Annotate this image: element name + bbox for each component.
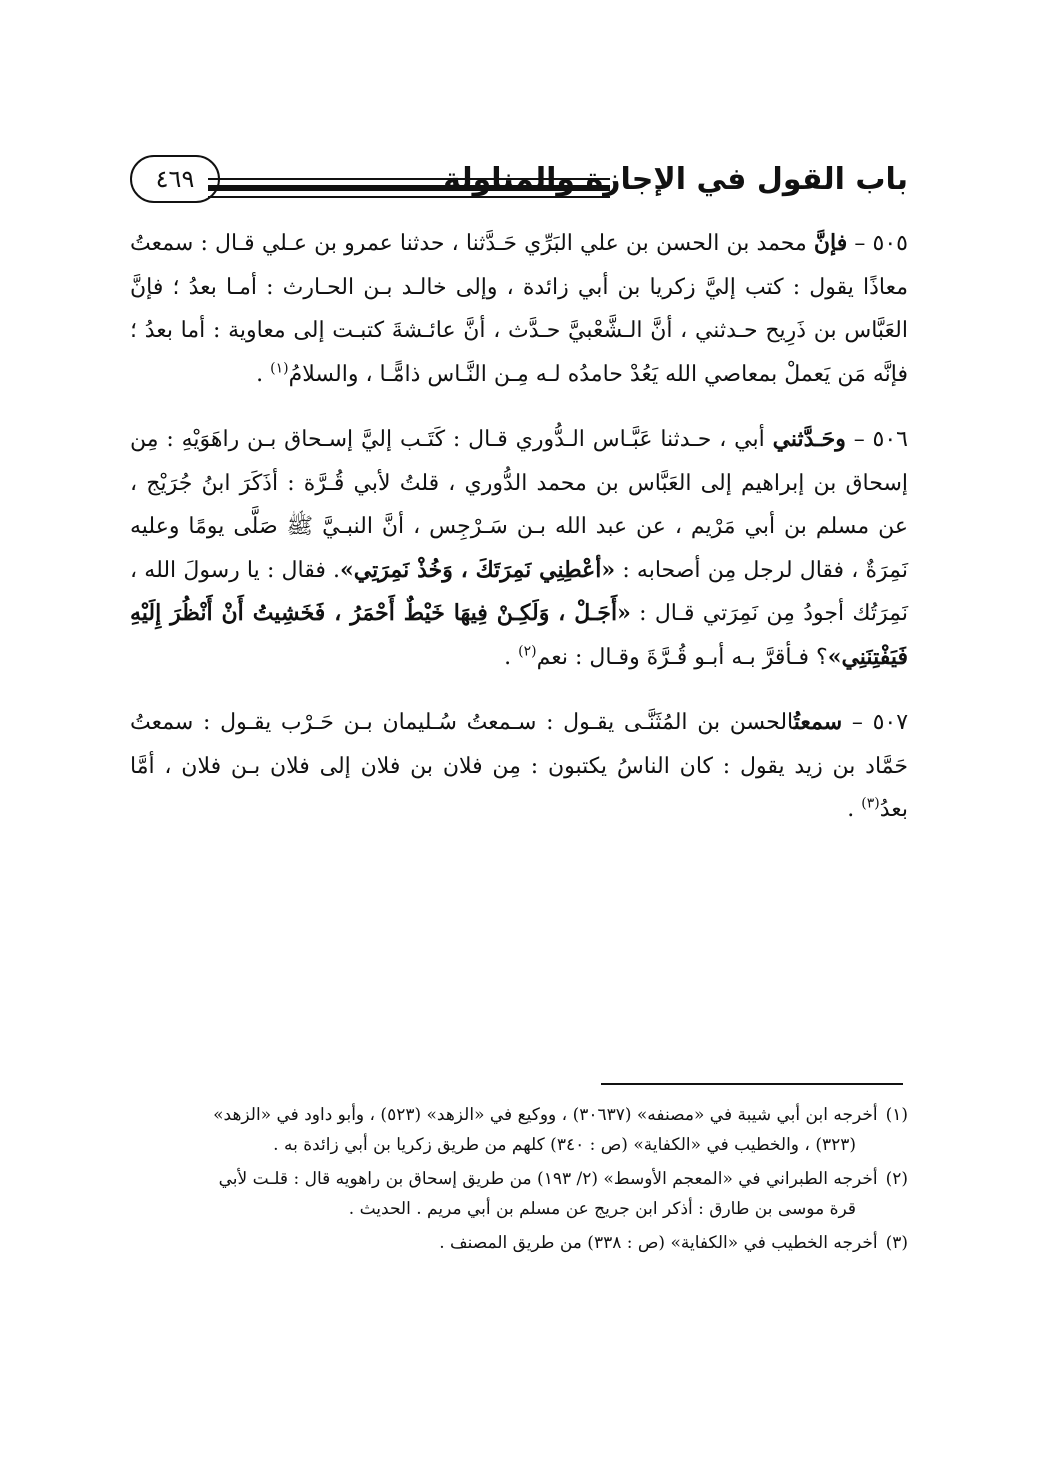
footnote-line bbox=[130, 1228, 908, 1258]
footnote-2 bbox=[130, 1164, 908, 1224]
main-text bbox=[130, 222, 908, 832]
footnote-text: أخرجه ابن أبي شيبة في «مصنفه» (٣٠٦٣٧) ، ووكيع في «الزهد» (٥٢٣) ، وأبو داود في «الزهد» bbox=[213, 1105, 878, 1125]
footnote-ref[interactable]: (٣) bbox=[861, 795, 880, 812]
footnotes bbox=[130, 1100, 908, 1262]
hadith-lead-word: فإنَّ bbox=[813, 230, 848, 256]
footnote-line bbox=[130, 1100, 908, 1130]
prophetic-quote: «أعْطِنِي نَمِرَتَكَ ، وَخُذْ نَمِرَتِي» bbox=[340, 556, 616, 583]
footnote-number: (١) bbox=[885, 1105, 908, 1125]
hadith-lead-word: سمعتُ bbox=[793, 709, 843, 735]
footnote-1 bbox=[130, 1100, 908, 1160]
hadith-end: . bbox=[504, 644, 519, 670]
hadith-number: ٥٠٥ – bbox=[854, 231, 908, 256]
hadith-end: . bbox=[256, 361, 271, 387]
chapter-title: باب القول في الإجازة والمناولة bbox=[443, 162, 908, 197]
header-rule-bottom bbox=[208, 196, 610, 198]
footnote-text: أخرجه الطبراني في «المعجم الأوسط» (٢/ ١٩٣) من طريق إسحاق بن راهويه قال : قلـت لأبي bbox=[218, 1169, 878, 1189]
hadith-text: الحسن بن المُثَنَّـى يقـول : سـمعتُ سُـليمان بـن حَـرْب يقـول : سمعتُ حَمَّاد بن زيد يقول : كان الناسُ يكتبون : مِن فلان بن فلان إلى فلان بـن فلان ، أمَّا بعدُ bbox=[130, 710, 908, 822]
header-rule-top bbox=[208, 178, 610, 180]
hadith-lead-word: وحَـدَّثني bbox=[772, 426, 846, 452]
hadith-text: . فقال : يا رسولَ الله ، نَمِرَتُك أجودُ مِن نَمِرَتي قـال : bbox=[130, 557, 908, 626]
prophetic-quote: «أَجَـلْ ، وَلَكِـنْ فِيهَا خَيْطٌ أَحْمَرُ ، فَخَشِيتُ أَنْ أَنْظُرَ إِلَيْهِ فَيَفْتِنَنِي» bbox=[130, 600, 908, 670]
hadith-number: ٥٠٦ – bbox=[853, 427, 908, 452]
hadith-506 bbox=[130, 418, 908, 679]
footnote-line: (٣٢٣) ، والخطيب في «الكفاية» (ص : ٣٤٠) كلهم من طريق زكريا بن أبي زائدة به . bbox=[273, 1135, 856, 1155]
hadith-507 bbox=[130, 701, 908, 832]
footnote-line: قرة موسى بن طارق : أذكر ابن جريج عن مسلم بن أبي مريم . الحديث . bbox=[348, 1199, 856, 1219]
hadith-number: ٥٠٧ – bbox=[851, 710, 909, 735]
footnote-ref[interactable]: (١) bbox=[270, 360, 289, 377]
footnote-text: أخرجه الخطيب في «الكفاية» (ص : ٣٣٨) من طريق المصنف . bbox=[439, 1233, 878, 1253]
page-header bbox=[130, 150, 908, 210]
page-number: ٤٦٩ bbox=[130, 155, 220, 203]
footnote-number: (٣) bbox=[885, 1233, 908, 1253]
header-rule-middle bbox=[208, 185, 610, 191]
footnote-separator bbox=[601, 1083, 903, 1085]
footnote-3 bbox=[130, 1228, 908, 1258]
footnote-ref[interactable]: (٢) bbox=[518, 643, 537, 660]
footnote-line bbox=[130, 1164, 908, 1194]
hadith-text: محمد بن الحسن بن علي البَرِّي حَـدَّثنا ، حدثنا عمرو بن عـلي قـال : سمعتُ معاذًا يقول : كتب إليَّ زكريا بن أبي زائدة ، وإلى خالـد بـن الحـارث : أمـا بعدُ ؛ فإنَّ العَبَّاس بن ذَرِيح حـدثني ، أنَّ الـشَّعْبيَّ حـدَّث ، أنَّ عائـشةَ كتبـت إلى معاوية : أما بعدُ ؛ فإنَّه مَن يَعملْ بمعاصي الله يَعُدْ حامدُه لـه مِـن النَّـاس ذامًّـا ، والسلامُ bbox=[130, 231, 908, 387]
hadith-505 bbox=[130, 222, 908, 396]
footnote-number: (٢) bbox=[885, 1169, 908, 1189]
hadith-text: أبي ، حـدثنا عَبَّـاس الـدُّوري قـال : كَتَـب إليَّ إسـحاق بـن راهَوَيْهِ : مِن إسحاق بن إبراهيم إلى العَبَّاس بن محمد الدُّوري ، قلتُ لأبي قُـرَّة : أذَكَرَ ابنُ جُرَيْج ، عن مسلم بن أبي مَرْيم ، عن عبد الله بـن سَـرْجِس ، أنَّ النبـيَّ ﷺ صَلَّى يومًا وعليه نَمِرَةٌ ، فقال لرجل مِن أصحابه : bbox=[130, 427, 909, 583]
hadith-text: ؟ فـأقرَّ بـه أبـو قُـرَّةَ وقـال : نعم bbox=[536, 644, 828, 670]
hadith-end: . bbox=[847, 797, 862, 822]
